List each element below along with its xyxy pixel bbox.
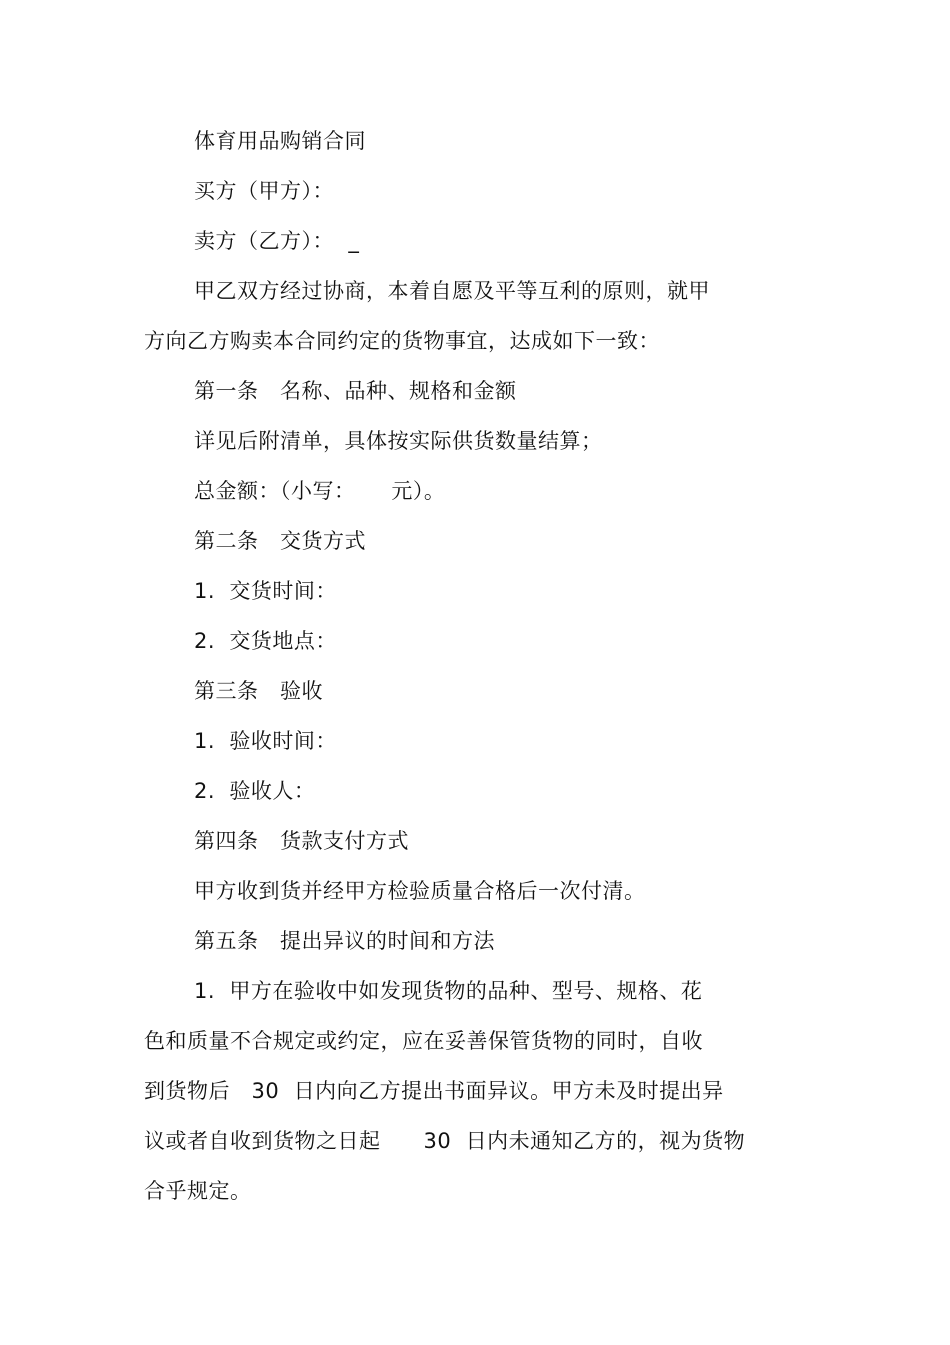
- preamble-line-1: 甲乙双方经过协商，本着自愿及平等互利的原则，就甲: [194, 279, 710, 303]
- article-2-heading: 第二条 交货方式: [194, 529, 367, 553]
- article-4-heading: 第四条 货款支付方式: [194, 829, 410, 853]
- article-3-heading: 第三条 验收: [194, 679, 324, 703]
- inspector-line: 2. 验收人：: [194, 779, 316, 803]
- article-1-detail: 详见后附清单，具体按实际供货数量结算；: [194, 429, 603, 453]
- article-1-heading: 第一条 名称、品种、规格和金额: [194, 379, 517, 403]
- objection-line-2: 色和质量不合规定或约定，应在妥善保管货物的同时，自收: [144, 1029, 703, 1053]
- delivery-place-line: 2. 交货地点：: [194, 629, 337, 653]
- delivery-time-line: 1. 交货时间：: [194, 579, 337, 603]
- objection-line-5: 合乎规定。: [144, 1179, 252, 1203]
- objection-line-1: 1. 甲方在验收中如发现货物的品种、型号、规格、花: [194, 979, 703, 1003]
- inspection-time-line: 1. 验收时间：: [194, 729, 337, 753]
- document-title: 体育用品购销合同: [194, 129, 366, 153]
- article-5-heading: 第五条 提出异议的时间和方法: [194, 929, 496, 953]
- seller-line: 卖方（乙方）： _: [194, 229, 360, 253]
- objection-line-4: 议或者自收到货物之日起 30 日内未通知乙方的，视为货物: [144, 1129, 746, 1153]
- objection-line-3: 到货物后 30 日内向乙方提出书面异议。甲方未及时提出异: [144, 1079, 724, 1103]
- total-amount-line: 总金额：（小写： 元）。: [194, 479, 446, 503]
- buyer-line: 买方（甲方）：: [194, 179, 334, 203]
- preamble-line-2: 方向乙方购卖本合同约定的货物事宜，达成如下一致：: [144, 329, 660, 353]
- payment-line: 甲方收到货并经甲方检验质量合格后一次付清。: [194, 879, 646, 903]
